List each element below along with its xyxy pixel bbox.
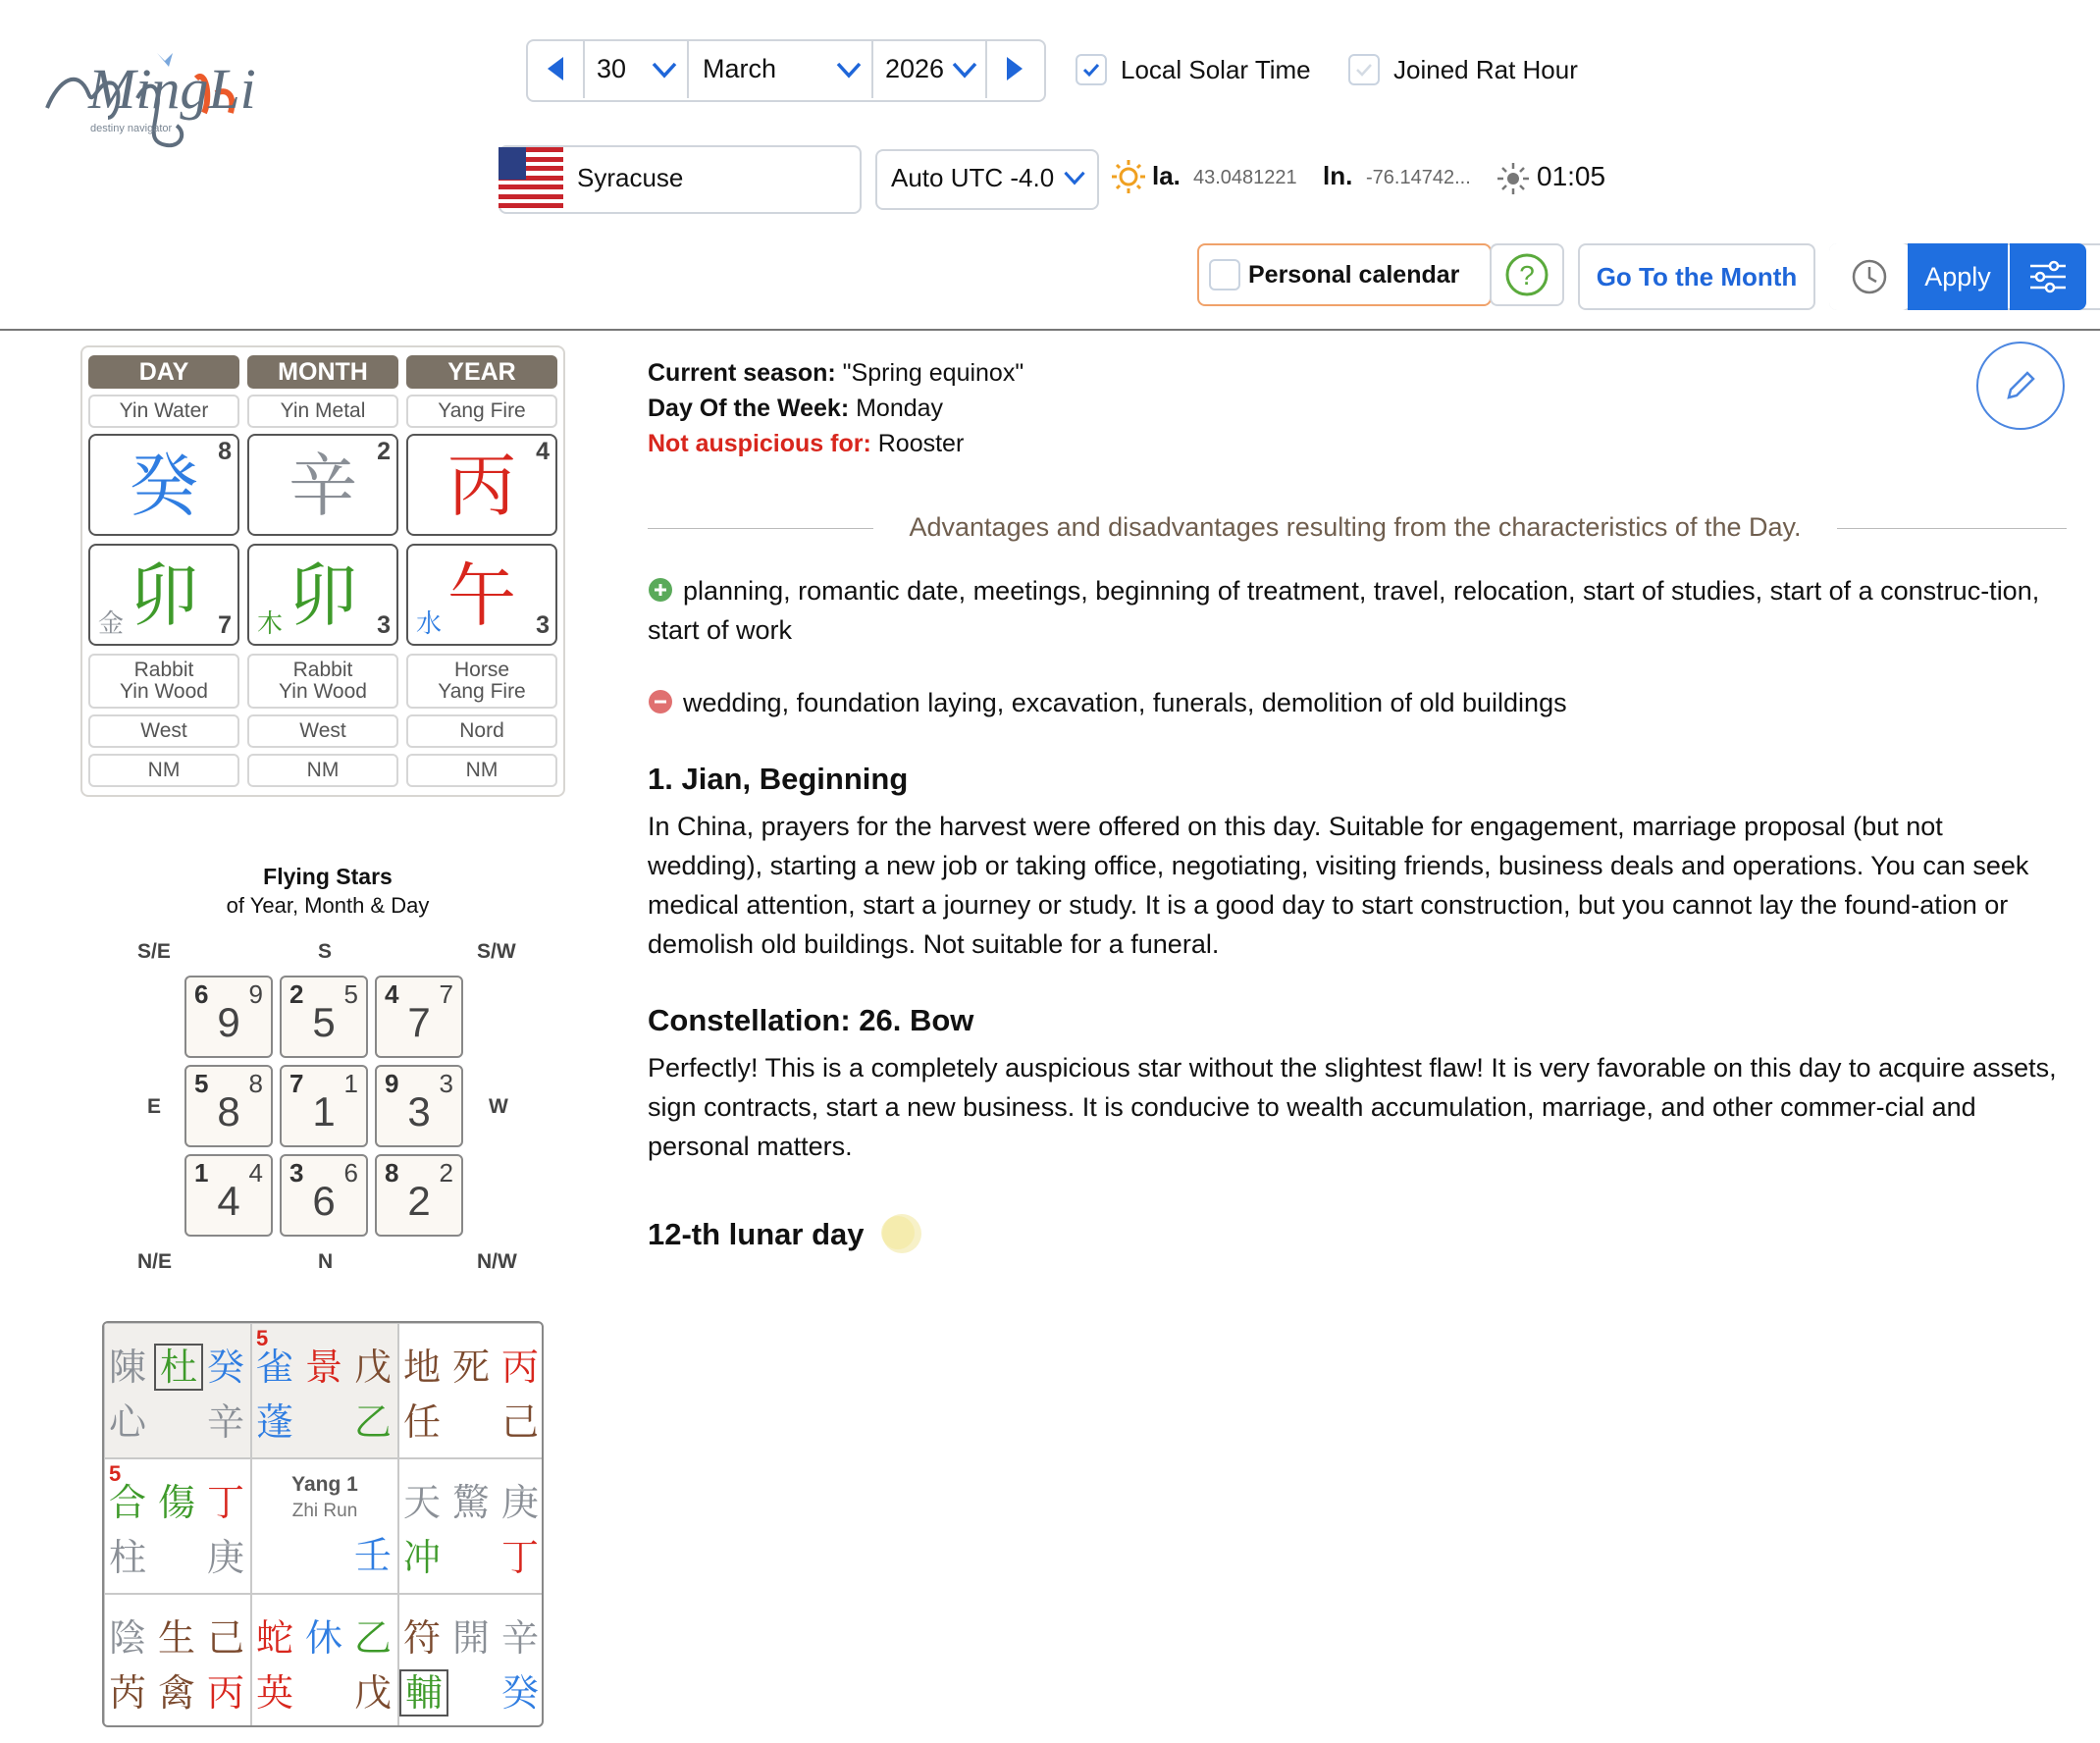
section-rule-left	[648, 528, 873, 529]
star-cell-center[interactable]: 7 1 1	[280, 1065, 368, 1147]
chevron-down-icon[interactable]	[950, 55, 979, 84]
mingli-logo[interactable]	[39, 39, 265, 167]
advantages-text: planning, romantic date, meetings, beginning of treatment, travel, relocation, start of studies, start of a construc-tion, start of work	[648, 576, 2040, 645]
history-button[interactable]	[1829, 243, 1910, 310]
month-stem[interactable]: 辛 2	[247, 434, 398, 536]
year-direction: Nord	[406, 714, 557, 748]
divider	[583, 41, 585, 98]
day-element: Yin Water	[88, 395, 239, 428]
divider	[871, 41, 873, 98]
longitude-label: ln.	[1323, 161, 1353, 190]
logo-subtext: destiny navigator	[90, 123, 173, 134]
chevron-down-icon[interactable]	[834, 55, 864, 84]
moon-icon	[879, 1211, 924, 1256]
year-stem[interactable]: 丙 4	[406, 434, 557, 536]
latitude-label: la.	[1152, 161, 1181, 190]
constellation-title: Constellation: 26. Bow	[648, 1003, 974, 1037]
qimen-cell-center[interactable]: Yang 1 Zhi Run 壬	[251, 1458, 398, 1594]
sliders-icon	[2028, 260, 2068, 293]
divider	[687, 41, 689, 98]
direction-e: E	[147, 1095, 162, 1118]
direction-w: W	[489, 1095, 508, 1118]
month-nm: NM	[247, 754, 398, 787]
section-rule-right	[1837, 528, 2067, 529]
current-season: Current season: "Spring equinox"	[648, 359, 1024, 387]
year-branch[interactable]: 午 水 3	[406, 544, 557, 646]
flying-stars-subtitle: of Year, Month & Day	[226, 893, 430, 918]
personal-calendar-checkbox[interactable]	[1209, 259, 1240, 290]
chevron-down-icon[interactable]	[650, 55, 679, 84]
day-stem[interactable]: 癸 8	[88, 434, 239, 536]
day-animal: Rabbit Yin Wood	[88, 654, 239, 709]
year-element: Yang Fire	[406, 395, 557, 428]
flying-stars-title: Flying Stars	[263, 864, 393, 889]
latitude-value: 43.0481221	[1193, 167, 1297, 188]
month-animal: Rabbit Yin Wood	[247, 654, 398, 709]
qimen-cell-e[interactable]: 5 合 傷 丁 柱 庚	[104, 1458, 251, 1594]
check-icon	[1353, 59, 1375, 80]
star-cell-se[interactable]: 6 9 9	[184, 976, 273, 1058]
header-divider	[0, 329, 2100, 331]
solar-time-icon	[1496, 161, 1531, 196]
section-title: Advantages and disadvantages resulting from the characteristics of the Day.	[909, 512, 1802, 542]
month-select[interactable]: March	[703, 53, 777, 83]
question-circle-icon	[1504, 252, 1549, 297]
personal-calendar-label: Personal calendar	[1248, 260, 1460, 289]
personal-calendar-button[interactable]	[1197, 243, 1492, 306]
pencil-icon	[2001, 366, 2040, 405]
arrow-left-icon	[542, 54, 571, 83]
arrow-right-icon	[999, 54, 1028, 83]
help-button[interactable]	[1490, 243, 1564, 306]
star-cell-nw[interactable]: 8 2 2	[375, 1154, 463, 1237]
direction-ne: N/E	[137, 1250, 173, 1273]
qimen-cell-se[interactable]: 陳 杜 癸 心 辛	[104, 1323, 251, 1458]
chevron-down-icon[interactable]	[1062, 165, 1087, 190]
sun-icon	[1111, 159, 1146, 194]
apply-button[interactable]: Apply	[1908, 243, 2008, 310]
star-cell-e[interactable]: 5 8 8	[184, 1065, 273, 1147]
day-of-week: Day Of the Week: Monday	[648, 395, 944, 422]
year-nm: NM	[406, 754, 557, 787]
month-branch[interactable]: 卯 木 3	[247, 544, 398, 646]
star-cell-sw[interactable]: 4 7 7	[375, 976, 463, 1058]
month-element: Yin Metal	[247, 395, 398, 428]
utc-value: Auto UTC -4.0	[891, 163, 1055, 192]
year-select[interactable]: 2026	[885, 53, 945, 83]
star-cell-w[interactable]: 9 3 3	[375, 1065, 463, 1147]
qimen-cell-s[interactable]: 5 雀 景 戊 蓬 乙	[251, 1323, 398, 1458]
direction-sw: S/W	[477, 940, 516, 963]
disadvantages-text: wedding, foundation laying, excavation, funerals, demolition of old buildings	[683, 688, 1567, 717]
prev-day-button[interactable]	[528, 39, 585, 98]
pillars-panel	[80, 345, 565, 797]
day-branch[interactable]: 卯 金 7	[88, 544, 239, 646]
not-auspicious: Not auspicious for: Rooster	[648, 430, 965, 457]
us-flag-icon	[499, 147, 563, 208]
star-cell-s[interactable]: 2 5 5	[280, 976, 368, 1058]
star-cell-ne[interactable]: 1 4 4	[184, 1154, 273, 1237]
day-select[interactable]: 30	[597, 53, 627, 83]
day-header: DAY	[88, 355, 239, 389]
officer-title: 1. Jian, Beginning	[648, 762, 909, 796]
local-solar-time-label: Local Solar Time	[1121, 55, 1311, 84]
month-header: MONTH	[247, 355, 398, 389]
qimen-cell-nw[interactable]: 符 開 辛 輔 癸	[398, 1594, 544, 1727]
year-animal: Horse Yang Fire	[406, 654, 557, 709]
qimen-cell-sw[interactable]: 地 死 丙 任 己	[398, 1323, 544, 1458]
go-to-month-button[interactable]: Go To the Month	[1578, 243, 1815, 310]
constellation-text: Perfectly! This is a completely auspicious star without the slightest flaw! It is very favorable on this day to acquire assets, sign contracts, start a new business. It is conducive to wealth accumulation, marriage, and other commer-cial and personal matters.	[648, 1053, 2057, 1161]
edit-button[interactable]	[1976, 342, 2065, 430]
qimen-cell-n[interactable]: 蛇 休 乙 英 戊	[251, 1594, 398, 1727]
longitude-value: -76.14742...	[1366, 167, 1471, 188]
star-cell-n[interactable]: 3 6 6	[280, 1154, 368, 1237]
year-header: YEAR	[406, 355, 557, 389]
month-direction: West	[247, 714, 398, 748]
officer-text: In China, prayers for the harvest were offered on this day. Suitable for engagement, marriage proposal (but not wedding), starting a new job or taking office, negotiating, visiting friends, business deals and operations. You can seek medical attention, start a journey or study. It is a good day to start construction, but you cannot lay the found-ation or demolish old buildings. Not suitable for a funeral.	[648, 812, 2029, 959]
direction-s: S	[318, 940, 333, 963]
qimen-cell-w[interactable]: 天 驚 庚 冲 丁	[398, 1458, 544, 1594]
joined-rat-hour-label: Joined Rat Hour	[1393, 55, 1578, 84]
svg-text:?: ?	[1519, 260, 1535, 290]
day-direction: West	[88, 714, 239, 748]
solar-time-value: 01:05	[1537, 161, 1606, 191]
clock-icon	[1850, 257, 1889, 296]
direction-nw: N/W	[477, 1250, 517, 1273]
direction-se: S/E	[137, 940, 171, 963]
qimen-chart	[102, 1321, 544, 1727]
day-nm: NM	[88, 754, 239, 787]
next-day-button[interactable]	[985, 39, 1042, 98]
joined-rat-hour-checkbox[interactable]	[1348, 54, 1380, 85]
settings-button[interactable]	[2010, 243, 2086, 310]
lunar-day: 12-th lunar day	[648, 1217, 865, 1251]
direction-n: N	[318, 1250, 334, 1273]
city-name: Syracuse	[577, 163, 684, 192]
qimen-cell-ne[interactable]: 陰 生 己 芮 禽 丙	[104, 1594, 251, 1727]
logo-text: MingLi	[88, 57, 256, 121]
local-solar-time-checkbox[interactable]	[1076, 54, 1107, 85]
check-icon	[1080, 59, 1102, 80]
